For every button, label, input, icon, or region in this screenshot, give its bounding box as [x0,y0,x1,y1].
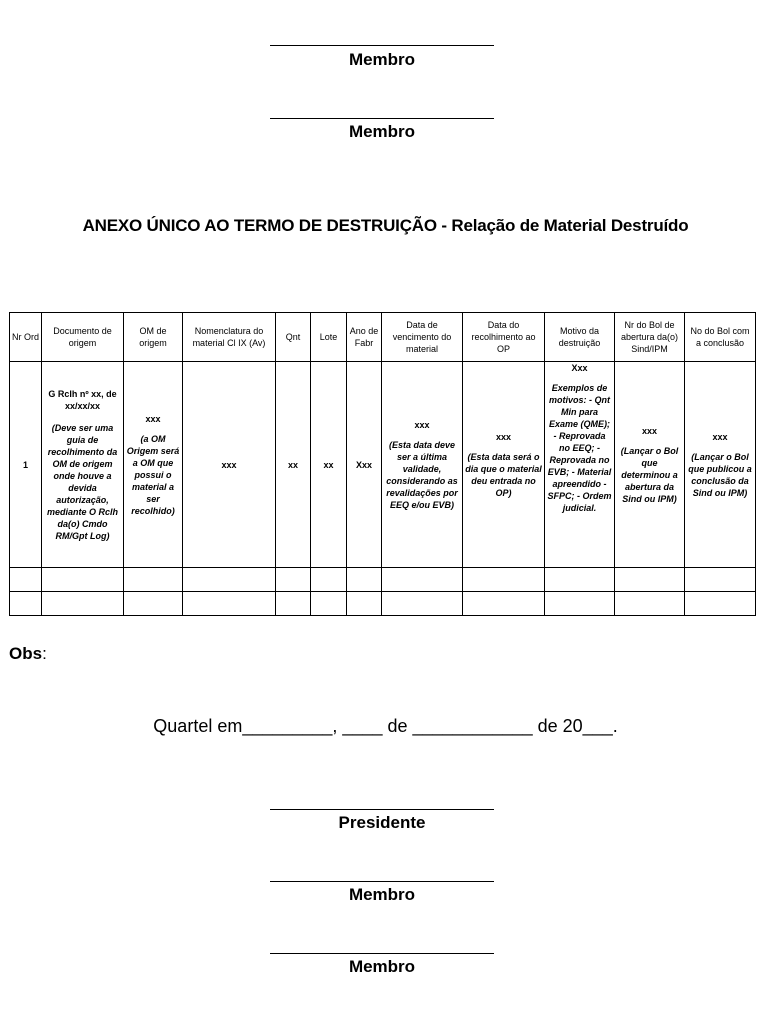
cell-ano: Xxx [347,362,382,568]
cell-lote: xx [311,362,347,568]
header-bol-abertura: Nr do Bol de abertura da(o) Sind/IPM [615,313,685,362]
empty-cell[interactable] [685,592,756,616]
signature-line [270,45,494,46]
empty-cell[interactable] [10,568,42,592]
empty-cell[interactable] [311,592,347,616]
empty-cell[interactable] [615,592,685,616]
empty-cell[interactable] [10,592,42,616]
cell-motivo [545,362,615,568]
signature-line [270,118,494,119]
table-row [10,362,756,568]
signature-line [270,953,494,954]
cell-bol-abertura-head: xxx [641,425,658,436]
document-title: ANEXO ÚNICO AO TERMO DE DESTRUIÇÃO - Relação de Material Destruído [82,216,689,235]
header-motivo: Motivo da destruição [545,313,615,362]
cell-bol-conclusao-head: xxx [712,431,728,442]
cell-motivo-note: Exemplos de motivos: - Qnt Min para Exame (QME); - Reprovada no EEQ; - Reprovada no EVB; - Material apreendido - SFPC; - Ordem judicial. [547,383,612,513]
cell-vencimento-note: (Esta data deve ser a última validade, considerando as revalidações por EEQ e/ou EVB) [386,439,458,510]
quartel-date-line: Quartel em_________, ____ de ____________ de 20___. [153,716,618,736]
cell-documento-head: G Rclh nº xx, de xx/xx/xx [48,388,117,411]
cell-recolhimento-note: (Esta data será o dia que o material deu entrada no OP) [465,451,542,498]
empty-cell[interactable] [382,592,463,616]
signature-label-membro-2: Membro [348,122,416,141]
empty-cell[interactable] [545,568,615,592]
obs-field [9,644,47,664]
signature-label-membro-3: Membro [348,885,416,904]
cell-motivo-head: Xxx [571,363,588,373]
cell-om-head: xxx [145,413,161,424]
empty-cell[interactable] [276,592,311,616]
cell-documento-note: (Deve ser uma guia de recolhimento da OM de origem onde houve a devida autorização, mediante O Rclh da(o) Cmdo RM/Gpt Log) [46,422,118,541]
header-om-origem: OM de origem [124,313,183,362]
empty-cell[interactable] [347,592,382,616]
empty-cell[interactable] [347,568,382,592]
empty-cell[interactable] [124,568,183,592]
header-ano-fabr: Ano de Fabr [347,313,382,362]
cell-nr: 1 [10,362,42,568]
cell-bol-conclusao-note: (Lançar o Bol que publicou a conclusão da Sind ou IPM) [688,451,752,498]
empty-cell[interactable] [183,568,276,592]
cell-vencimento-head: xxx [414,419,430,430]
cell-vencimento [382,362,463,568]
cell-qnt: xx [276,362,311,568]
cell-recolhimento-head: xxx [495,431,512,442]
cell-bol-conclusao [685,362,756,568]
signature-label-presidente: Presidente [338,813,426,832]
header-nomenclatura: Nomenclatura do material Cl IX (Av) [183,313,276,362]
table-row-empty [10,592,756,616]
header-documento-origem: Documento de origem [42,313,124,362]
empty-cell[interactable] [183,592,276,616]
signature-label-membro-4: Membro [348,957,416,976]
empty-cell[interactable] [124,592,183,616]
empty-cell[interactable] [311,568,347,592]
empty-cell[interactable] [545,592,615,616]
empty-cell[interactable] [615,568,685,592]
header-data-vencimento: Data de vencimento do material [382,313,463,362]
empty-cell[interactable] [276,568,311,592]
header-nr-ord: Nr Ord [10,313,42,362]
header-lote: Lote [311,313,347,362]
empty-cell[interactable] [382,568,463,592]
table-header-row [10,313,756,362]
obs-label: Obs [9,644,43,663]
signature-line [270,881,494,882]
header-qnt: Qnt [276,313,311,362]
signature-line [270,809,494,810]
material-table [9,312,756,616]
empty-cell[interactable] [42,568,124,592]
empty-cell[interactable] [685,568,756,592]
empty-cell[interactable] [463,568,545,592]
cell-bol-abertura [615,362,685,568]
cell-recolhimento [463,362,545,568]
table-row-empty [10,568,756,592]
cell-om-note: (a OM Origem será a OM que possui o material a ser recolhido) [126,433,180,516]
cell-nomenclatura: xxx [183,362,276,568]
header-bol-conclusao: No do Bol com a conclusão [685,313,756,362]
obs-colon: : [42,644,47,663]
signature-label-membro-1: Membro [348,50,416,69]
header-data-recolhimento: Data do recolhimento ao OP [463,313,545,362]
empty-cell[interactable] [42,592,124,616]
empty-cell[interactable] [463,592,545,616]
cell-bol-abertura-note: (Lançar o Bol que determinou a abertura da Sind ou IPM) [620,445,679,504]
cell-om [124,362,183,568]
cell-documento [42,362,124,568]
